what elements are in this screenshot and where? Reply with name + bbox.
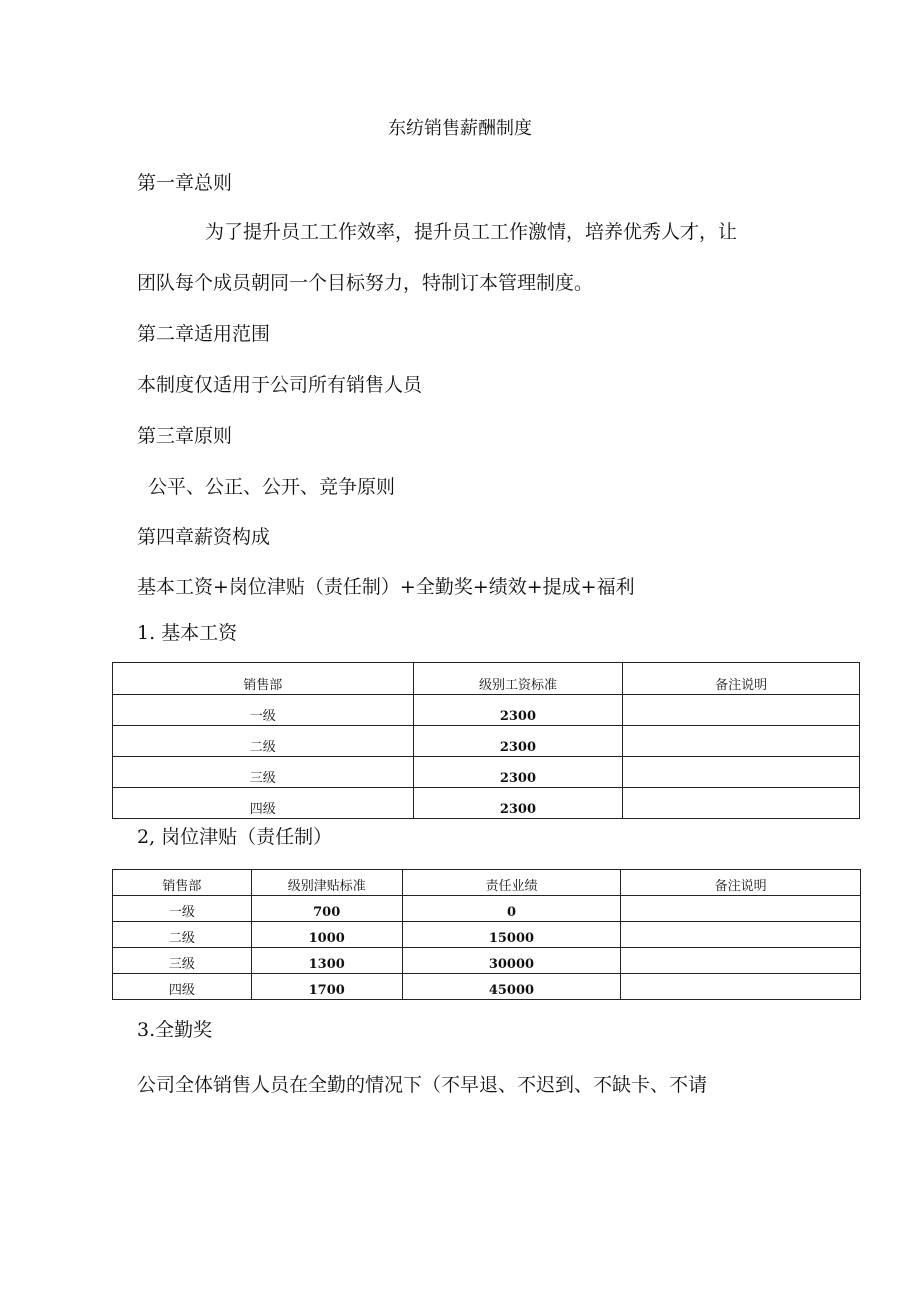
chapter-4-heading: 第四章薪资构成 [137,526,271,548]
table-row [113,757,860,788]
note-cell [621,922,861,948]
salary-cell: 2300 [413,726,623,757]
note-cell [621,896,861,922]
table-header-row [113,663,860,695]
table-header-cell: 备注说明 [623,663,860,695]
salary-cell: 2300 [413,788,623,819]
position-allowance-table [112,869,861,1000]
chapter-1-heading: 第一章总则 [137,172,233,194]
table-header-cell: 级别工资标准 [413,663,623,695]
base-salary-table [112,662,860,819]
performance-cell: 0 [402,896,621,922]
allowance-cell: 1000 [251,922,402,948]
table-header-cell: 级别津贴标准 [251,870,402,896]
table-row [113,974,861,1000]
document-title: 东纺销售薪酬制度 [388,118,532,139]
level-cell: 二级 [113,922,252,948]
note-cell [623,757,860,788]
level-cell: 三级 [113,948,252,974]
section-3-heading: 3.全勤奖 [137,1019,213,1041]
table-row [113,896,861,922]
chapter-2-heading: 第二章适用范围 [137,323,271,345]
note-cell [623,726,860,757]
level-cell: 三级 [113,757,414,788]
note-cell [621,948,861,974]
section-2-heading: 2, 岗位津贴（责任制） [137,826,333,848]
chapter-2-text: 本制度仅适用于公司所有销售人员 [137,374,423,396]
chapter-1-paragraph-line-1: 为了提升员工工作效率，提升员工工作激情，培养优秀人才，让 [205,221,738,243]
salary-cell: 2300 [413,695,623,726]
table-row [113,726,860,757]
chapter-3-heading: 第三章原则 [137,425,233,447]
salary-cell: 2300 [413,757,623,788]
section-1-heading: 1. 基本工资 [137,622,238,644]
allowance-cell: 1300 [251,948,402,974]
level-cell: 四级 [113,974,252,1000]
table-row [113,695,860,726]
allowance-cell: 1700 [251,974,402,1000]
note-cell [621,974,861,1000]
table-row [113,922,861,948]
table-header-cell: 备注说明 [621,870,861,896]
table-header-cell: 销售部 [113,663,414,695]
chapter-4-formula: 基本工资+岗位津贴（责任制）+全勤奖+绩效+提成+福利 [137,576,635,598]
performance-cell: 45000 [402,974,621,1000]
section-3-text: 公司全体销售人员在全勤的情况下（不早退、不迟到、不缺卡、不请 [137,1074,708,1096]
performance-cell: 30000 [402,948,621,974]
chapter-3-text: 公平、公正、公开、竞争原则 [148,476,396,498]
table-row [113,788,860,819]
performance-cell: 15000 [402,922,621,948]
level-cell: 一级 [113,695,414,726]
table-header-cell: 责任业绩 [402,870,621,896]
table-header-row [113,870,861,896]
chapter-1-paragraph-line-2: 团队每个成员朝同一个目标努力，特制订本管理制度。 [137,272,594,294]
level-cell: 二级 [113,726,414,757]
note-cell [623,788,860,819]
level-cell: 四级 [113,788,414,819]
allowance-cell: 700 [251,896,402,922]
level-cell: 一级 [113,896,252,922]
note-cell [623,695,860,726]
table-header-cell: 销售部 [113,870,252,896]
table-row [113,948,861,974]
